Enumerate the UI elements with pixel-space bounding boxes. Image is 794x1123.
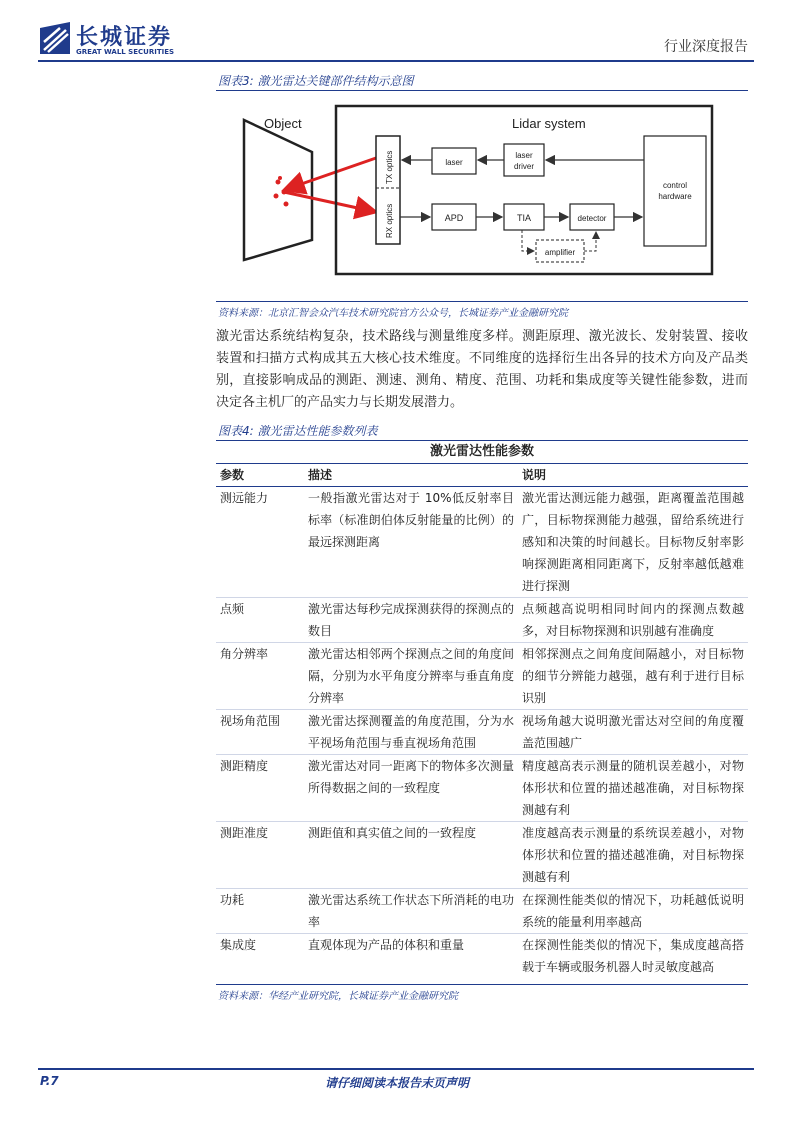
figure3-source: 资料来源：北京汇智会众汽车技术研究院官方公众号，长城证券产业金融研究院 bbox=[218, 308, 568, 319]
table-row bbox=[216, 822, 748, 889]
figure3-source-rule bbox=[216, 301, 748, 302]
cell-param: 角分辨率 bbox=[216, 643, 304, 710]
cell-description: 测距值和真实值之间的一致程度 bbox=[304, 822, 518, 889]
cell-param: 集成度 bbox=[220, 938, 257, 952]
cell-param: 测距准度 bbox=[216, 822, 304, 889]
cell-param: 测距精度 bbox=[216, 755, 304, 822]
cell-explanation: 在探测性能类似的情况下，功耗越低说明系统的能量利用率越高 bbox=[518, 889, 748, 934]
figure4-source-rule bbox=[216, 984, 748, 985]
column-header-explanation: 说明 bbox=[518, 464, 748, 487]
laser-label: laser bbox=[445, 158, 463, 167]
lidar-structure-diagram bbox=[236, 100, 716, 280]
report-type: 行业深度报告 bbox=[664, 39, 748, 55]
column-header-description: 描述 bbox=[304, 464, 518, 487]
object-shape bbox=[244, 120, 312, 260]
table-row bbox=[216, 598, 748, 643]
detector-label: detector bbox=[577, 214, 607, 223]
control-label-2: hardware bbox=[658, 192, 692, 201]
rx-optics-label: RX optics bbox=[385, 203, 394, 238]
figure4-caption: 图表4: 激光雷达性能参数列表 bbox=[218, 424, 378, 438]
table-title: 激光雷达性能参数 bbox=[216, 441, 748, 464]
cell-explanation: 精度越高表示测量的随机误差越小，对物体形状和位置的描述越准确，对目标物探测越有利 bbox=[518, 755, 748, 822]
tx-beam bbox=[284, 158, 376, 190]
lidar-performance-table bbox=[216, 441, 748, 978]
cell-description: 直观体现为产品的体积和重量 bbox=[308, 938, 465, 952]
object-label: Object bbox=[264, 116, 302, 131]
laser-driver-label-1: laser bbox=[515, 151, 533, 160]
rx-beam bbox=[284, 192, 376, 212]
company-name-cn: 长城证券 bbox=[76, 24, 173, 50]
cell-explanation: 点频越高说明相同时间内的探测点数越多，对目标物探测和识别越有准确度 bbox=[518, 598, 748, 643]
control-hardware-box bbox=[644, 136, 706, 246]
table-row bbox=[216, 710, 748, 755]
footer-disclaimer: 请仔细阅读本报告末页声明 bbox=[324, 1076, 469, 1090]
table-row bbox=[216, 889, 748, 934]
cell-explanation: 相邻探测点之间角度间隔越小，对目标物的细节分辨能力越强，越有利于进行目标识别 bbox=[518, 643, 748, 710]
company-logo bbox=[38, 20, 188, 60]
table-row bbox=[216, 487, 748, 598]
cell-explanation: 视场角越大说明激光雷达对空间的角度覆盖范围越广 bbox=[518, 710, 748, 755]
amplifier-label: amplifier bbox=[544, 248, 576, 257]
cell-description: 一般指激光雷达对于 10%低反射率目标率（标准朗伯体反射能量的比例）的最远探测距离 bbox=[304, 487, 518, 598]
lidar-system-label: Lidar system bbox=[512, 116, 586, 131]
laser-driver-box bbox=[504, 144, 544, 176]
arrow-amplifier-to-detector bbox=[584, 232, 596, 251]
figure3-caption-rule bbox=[216, 90, 748, 91]
figure4-source: 资料来源：华经产业研究院，长城证券产业金融研究院 bbox=[218, 991, 458, 1002]
body-paragraph: 激光雷达系统结构复杂，技术路线与测量维度多样。测距原理、激光波长、发射装置、接收装置和扫描方式构成其五大核心技术维度。不同维度的选择衍生出各异的技术方向及产品类别，直接影响成品的测距、测速、测角、精度、范围、功耗和集成度等关键性能参数，进而决定各主机厂的产品实力与长期发展潜力。 bbox=[216, 329, 748, 410]
cell-param: 点频 bbox=[216, 598, 304, 643]
column-header-param: 参数 bbox=[216, 464, 304, 487]
cell-param: 测远能力 bbox=[216, 487, 304, 598]
tia-label: TIA bbox=[516, 213, 532, 223]
cell-explanation: 在探测性能类似的情况下，集成度越高搭载于车辆或服务机器人时灵敏度越高 bbox=[522, 938, 744, 974]
page-number: P.7 bbox=[40, 1074, 59, 1088]
cell-explanation: 激光雷达测远能力越强，距离覆盖范围越广，目标物探测能力越强，留给系统进行感知和决策的时间越长。目标物反射率影响探测距离相同距离下，反射率越低越难进行探测 bbox=[518, 487, 748, 598]
table-row bbox=[216, 934, 748, 979]
figure3-caption: 图表3: 激光雷达关键部件结构示意图 bbox=[218, 74, 414, 88]
cell-param: 视场角范围 bbox=[216, 710, 304, 755]
company-name-en: GREAT WALL SECURITIES bbox=[76, 48, 175, 56]
cell-description: 激光雷达对同一距离下的物体多次测量所得数据之间的一致程度 bbox=[304, 755, 518, 822]
cell-param: 功耗 bbox=[216, 889, 304, 934]
footer-divider bbox=[38, 1068, 754, 1070]
laser-driver-label-2: driver bbox=[513, 162, 535, 171]
table-row bbox=[216, 643, 748, 710]
table-row bbox=[216, 755, 748, 822]
cell-explanation: 准度越高表示测量的系统误差越小，对物体形状和位置的描述越准确，对目标物探测越有利 bbox=[518, 822, 748, 889]
header-divider bbox=[38, 60, 754, 62]
apd-label: APD bbox=[444, 213, 464, 223]
cell-description: 激光雷达探测覆盖的角度范围，分为水平视场角范围与垂直视场角范围 bbox=[304, 710, 518, 755]
arrow-tia-to-amplifier bbox=[522, 230, 534, 251]
cell-description: 激光雷达相邻两个探测点之间的角度间隔，分别为水平角度分辨率与垂直角度分辨率 bbox=[304, 643, 518, 710]
control-label-1: control bbox=[662, 181, 688, 190]
cell-description: 激光雷达每秒完成探测获得的探测点的数目 bbox=[304, 598, 518, 643]
cell-description: 激光雷达系统工作状态下所消耗的电功率 bbox=[304, 889, 518, 934]
tx-optics-label: TX optics bbox=[385, 150, 394, 184]
